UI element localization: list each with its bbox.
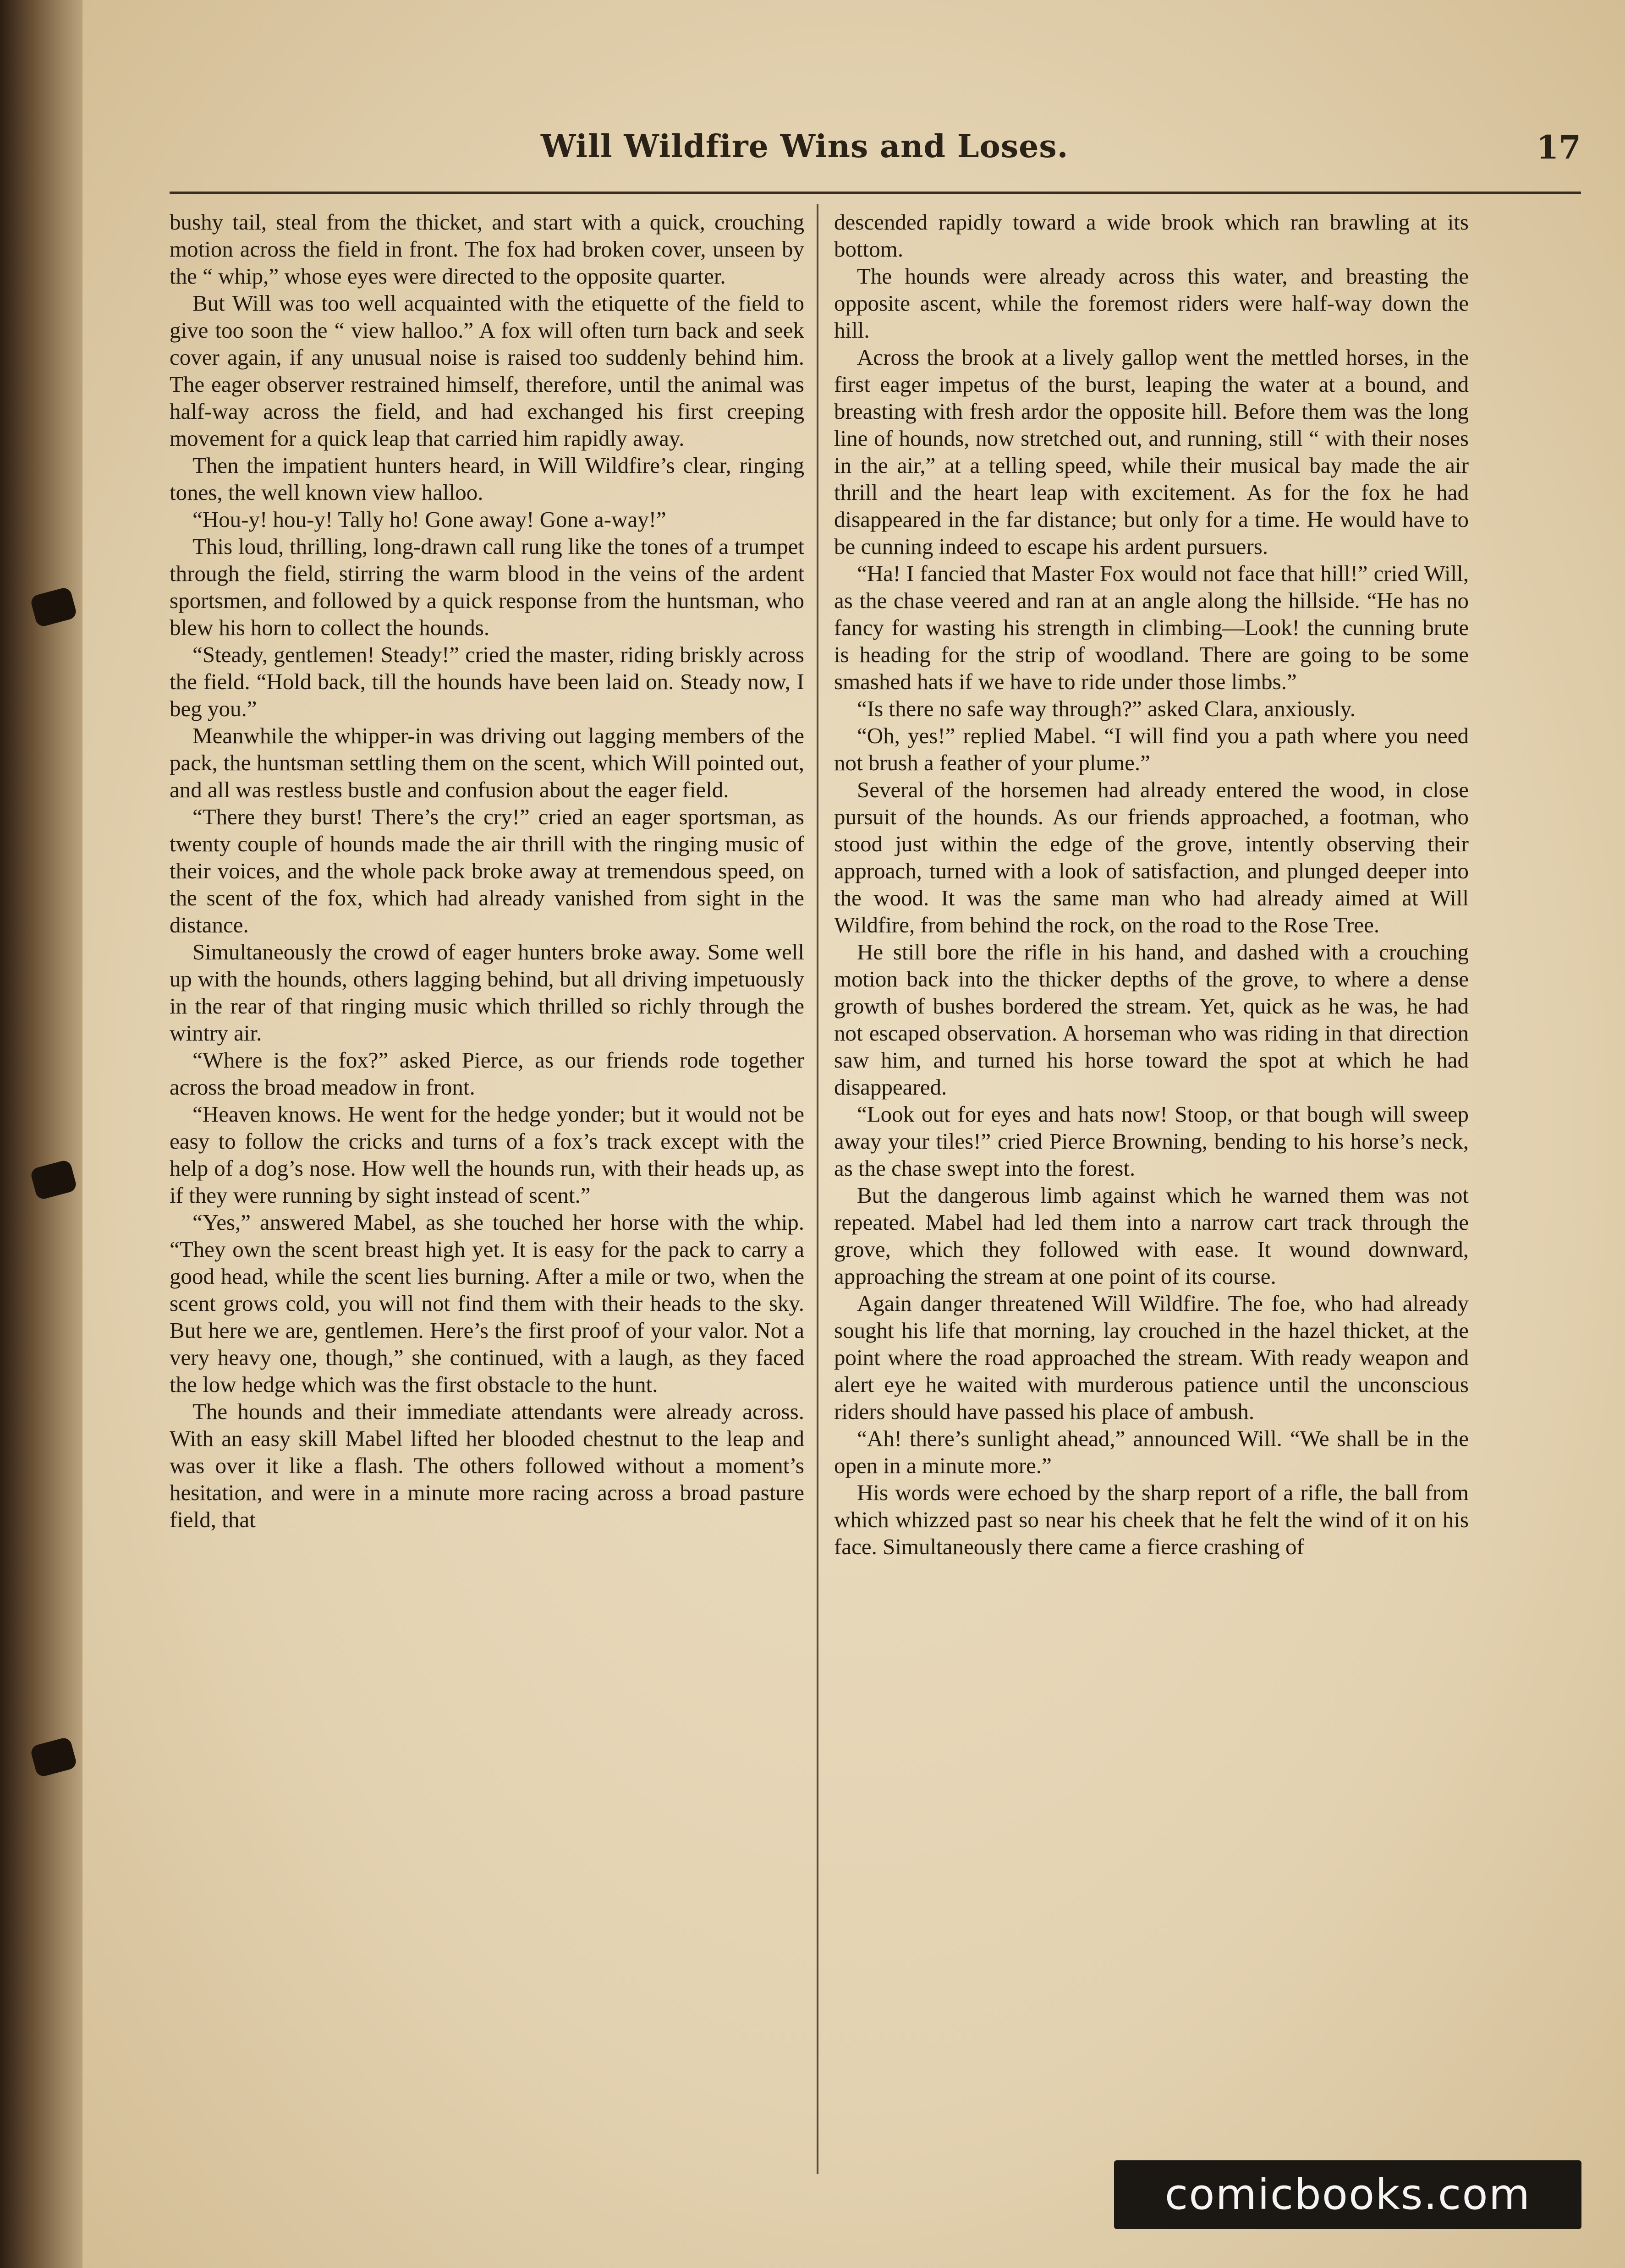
paragraph: Simultaneously the crowd of eager hunters broke away. Some well up with the hounds, others lagging behind, but all driving impetuously in the rear of that ringing music which thrilled so richly through the wintry air. xyxy=(170,939,804,1046)
paragraph: “Oh, yes!” replied Mabel. “I will find you a path where you need not brush a feather of your plume.” xyxy=(834,723,1469,775)
paragraph: Meanwhile the whipper-in was driving out lagging members of the pack, the huntsman settling them on the scent, which Will pointed out, and all was restless bustle and confusion about the eager field. xyxy=(170,723,804,802)
paragraph: “Hou-y! hou-y! Tally ho! Gone away! Gone a-way!” xyxy=(192,507,666,532)
watermark-logo: comicbooks.com xyxy=(1114,2160,1581,2229)
paragraph: “Is there no safe way through?” asked Clara, anxiously. xyxy=(857,696,1356,721)
paragraph: bushy tail, steal from the thicket, and start with a quick, crouching motion across the field in front. The fox had broken cover, unseen by the “ whip,” whose eyes were directed to the opposite quarter. xyxy=(170,209,804,289)
paragraph: descended rapidly toward a wide brook which ran brawling at its bottom. xyxy=(834,209,1469,262)
right-column xyxy=(834,208,1469,2179)
page-number: 17 xyxy=(1536,128,1581,166)
binding-stitch xyxy=(29,1159,77,1201)
paragraph: “Ha! I fancied that Master Fox would not face that hill!” cried Will, as the chase veered and ran at an angle along the hillside. “He has no fancy for wasting his strength in climbing—Look! the cunning brute is heading for the strip of woodland. There are going to be some smashed hats if we have to ride under those limbs.” xyxy=(834,561,1469,694)
header-rule xyxy=(170,192,1581,194)
paragraph: Several of the horsemen had already entered the wood, in close pursuit of the hounds. As our friends approached, a footman, who stood just within the edge of the grove, intently observing their approach, turned with a look of satisfaction, and plunged deeper into the wood. It was the same man who had already aimed at Will Wildfire, from behind the rock, on the road to the Rose Tree. xyxy=(834,777,1469,937)
book-page xyxy=(82,0,1625,2268)
paragraph: “Steady, gentlemen! Steady!” cried the master, riding briskly across the field. “Hold back, till the hounds have been laid on. Steady now, I beg you.” xyxy=(170,642,804,721)
book-binding xyxy=(0,0,82,2268)
paragraph: Again danger threatened Will Wildfire. The foe, who had already sought his life that morning, lay crouched in the hazel thicket, at the point where the road approached the stream. With ready weapon and alert eye he waited with murderous patience until the unconscious riders should have passed his place of ambush. xyxy=(834,1291,1469,1424)
paragraph: The hounds were already across this water, and breasting the opposite ascent, while the foremost riders were half-way down the hill. xyxy=(834,263,1469,343)
binding-stitch xyxy=(29,586,77,628)
paragraph: But the dangerous limb against which he warned them was not repeated. Mabel had led them into a narrow cart track through the grove, which they followed with ease. It wound downward, approaching the stream at one point of its course. xyxy=(834,1183,1469,1289)
running-head: Will Wildfire Wins and Loses. xyxy=(541,128,1069,165)
page-header xyxy=(541,128,1581,179)
paragraph: But Will was too well acquainted with the etiquette of the field to give too soon the “ view halloo.” A fox will often turn back and seek cover again, if any unusual noise is raised too suddenly behind him. The eager observer restrained himself, therefore, until the animal was half-way across the field, and had exchanged his first creeping movement for a quick leap that carried him rapidly away. xyxy=(170,290,804,451)
column-divider xyxy=(817,204,818,2174)
paragraph: Across the brook at a lively gallop went the mettled horses, in the first eager impetus of the burst, leaping the water at a bound, and breasting with fresh ardor the opposite hill. Before them was the long line of hounds, now stretched out, and running, still “ with their noses in the air,” at a telling speed, while their musical bay made the air thrill and the heart leap with excitement. As for the fox he had disappeared in the far distance; but only for a time. He would have to be cunning indeed to escape his ardent pursuers. xyxy=(834,345,1469,559)
paragraph: Then the impatient hunters heard, in Will Wildfire’s clear, ringing tones, the well known view halloo. xyxy=(170,453,804,505)
paragraph: The hounds and their immediate attendants were already across. With an easy skill Mabel lifted her blooded chestnut to the leap and was over it like a flash. The others followed without a moment’s hesitation, and were in a minute more racing across a broad pasture field, that xyxy=(170,1399,804,1532)
binding-stitch xyxy=(29,1737,77,1778)
paragraph: “Ah! there’s sunlight ahead,” announced Will. “We shall be in the open in a minute more.” xyxy=(834,1426,1469,1478)
paragraph: “Where is the fox?” asked Pierce, as our friends rode together across the broad meadow in front. xyxy=(170,1047,804,1100)
paragraph: “Heaven knows. He went for the hedge yonder; but it would not be easy to follow the cricks and turns of a fox’s track except with the help of a dog’s nose. How well the hounds run, with their heads up, as if they were running by sight instead of scent.” xyxy=(170,1101,804,1208)
paragraph: “Yes,” answered Mabel, as she touched her horse with the whip. “They own the scent breast high yet. It is easy for the pack to carry a good head, while the scent lies burning. After a mile or two, when the scent grows cold, you will not find them with their heads to the sky. But here we are, gentlemen. Here’s the first proof of your valor. Not a very heavy one, though,” she continued, with a laugh, as they faced the low hedge which was the first obstacle to the hunt. xyxy=(170,1210,804,1397)
paragraph: His words were echoed by the sharp report of a rifle, the ball from which whizzed past so near his cheek that he felt the wind of it on his face. Simultaneously there came a fierce crashing of xyxy=(834,1480,1469,1559)
paragraph: “Look out for eyes and hats now! Stoop, or that bough will sweep away your tiles!” cried Pierce Browning, bending to his horse’s neck, as the chase swept into the forest. xyxy=(834,1101,1469,1181)
paragraph: He still bore the rifle in his hand, and dashed with a crouching motion back into the thicker depths of the grove, to where a dense growth of bushes bordered the stream. Yet, quick as he was, he had not escaped observation. A horseman who was riding in that direction saw him, and turned his horse toward the spot at which he had disappeared. xyxy=(834,939,1469,1100)
left-column xyxy=(170,208,804,2179)
paragraph: “There they burst! There’s the cry!” cried an eager sportsman, as twenty couple of hounds made the air thrill with the ringing music of their voices, and the whole pack broke away at tremendous speed, on the scent of the fox, which had already vanished from sight in the distance. xyxy=(170,804,804,937)
paragraph: This loud, thrilling, long-drawn call rung like the tones of a trumpet through the field, stirring the warm blood in the veins of the ardent sportsmen, and followed by a quick response from the huntsman, who blew his horn to collect the hounds. xyxy=(170,534,804,640)
